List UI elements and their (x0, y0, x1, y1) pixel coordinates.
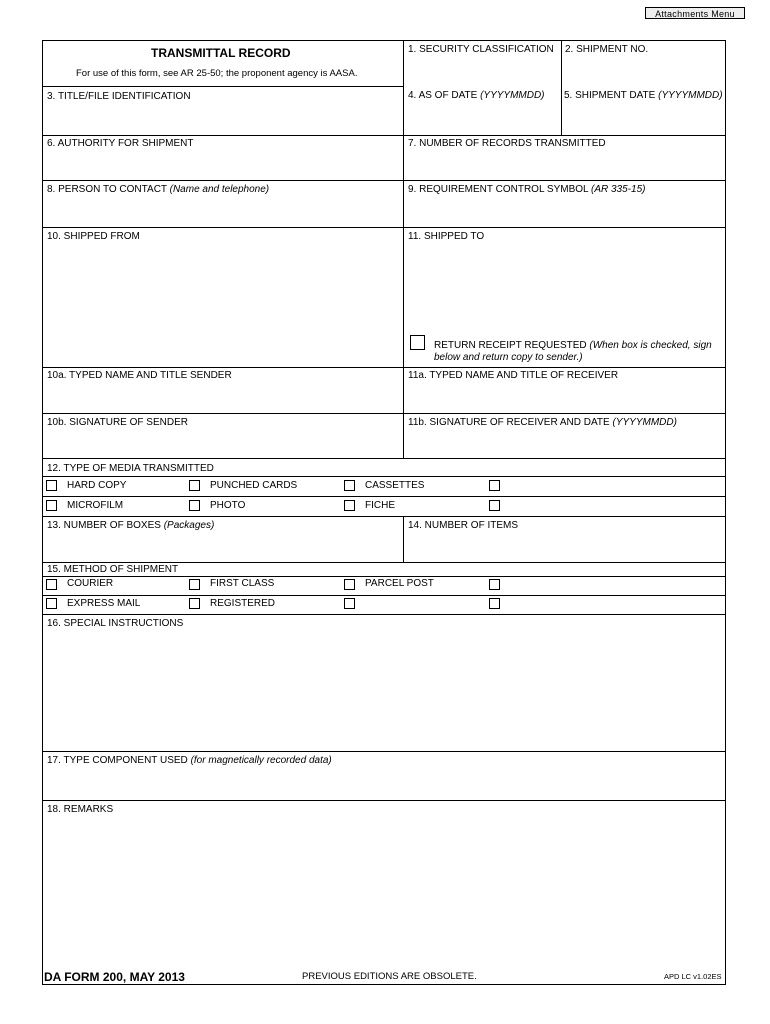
number-of-boxes-input[interactable] (46, 534, 400, 559)
obsolete-notice: PREVIOUS EDITIONS ARE OBSOLETE. (302, 971, 477, 982)
typed-name-sender-input[interactable] (46, 384, 400, 410)
person-to-contact-input[interactable] (46, 198, 400, 224)
photo-label: PHOTO (210, 500, 246, 511)
shipment-other-checkbox-2[interactable] (344, 598, 355, 609)
divider (42, 135, 726, 136)
divider (42, 496, 726, 497)
shipped-from-label: 10. SHIPPED FROM (47, 231, 140, 242)
first-class-checkbox[interactable] (189, 579, 200, 590)
fiche-label: FICHE (365, 500, 395, 511)
express-mail-checkbox[interactable] (46, 598, 57, 609)
divider (561, 40, 562, 135)
divider (42, 458, 726, 459)
number-of-records-input[interactable] (406, 152, 722, 177)
shipped-to-input[interactable] (406, 245, 722, 330)
courier-label: COURIER (67, 578, 114, 589)
first-class-label: FIRST CLASS (210, 578, 275, 589)
express-mail-label: EXPRESS MAIL (67, 598, 141, 609)
number-of-items-input[interactable] (406, 534, 722, 559)
special-instructions-input[interactable] (46, 632, 722, 747)
photo-checkbox[interactable] (189, 500, 200, 511)
title-file-identification-label: 3. TITLE/FILE IDENTIFICATION (47, 91, 191, 102)
media-other-checkbox[interactable] (489, 480, 500, 491)
parcel-post-checkbox[interactable] (344, 579, 355, 590)
divider (42, 576, 726, 577)
fiche-checkbox[interactable] (344, 500, 355, 511)
parcel-post-label: PARCEL POST (365, 578, 434, 589)
security-classification-label: 1. SECURITY CLASSIFICATION (408, 44, 554, 55)
courier-checkbox[interactable] (46, 579, 57, 590)
special-instructions-label: 16. SPECIAL INSTRUCTIONS (47, 618, 184, 629)
authority-for-shipment-input[interactable] (46, 152, 400, 177)
requirement-control-symbol-label: 9. REQUIREMENT CONTROL SYMBOL (AR 335-15) (408, 184, 646, 195)
method-of-shipment-label: 15. METHOD OF SHIPMENT (47, 564, 179, 575)
divider (42, 86, 403, 87)
number-of-records-label: 7. NUMBER OF RECORDS TRANSMITTED (408, 138, 606, 149)
authority-for-shipment-label: 6. AUTHORITY FOR SHIPMENT (47, 138, 194, 149)
shipment-other-checkbox[interactable] (489, 579, 500, 590)
cassettes-label: CASSETTES (365, 480, 425, 491)
form-subtitle: For use of this form, see AR 25-50; the proponent agency is AASA. (76, 68, 358, 79)
shipment-date-input[interactable] (564, 104, 722, 132)
divider (42, 180, 726, 181)
number-of-items-label: 14. NUMBER OF ITEMS (408, 520, 519, 531)
signature-receiver-label: 11b. SIGNATURE OF RECEIVER AND DATE (YYYYMMDD) (408, 417, 677, 428)
typed-name-receiver-input[interactable] (406, 384, 722, 410)
version-label: APD LC v1.02ES (664, 972, 722, 981)
hard-copy-label: HARD COPY (67, 480, 127, 491)
return-receipt-checkbox[interactable] (410, 335, 425, 350)
divider (42, 800, 726, 801)
return-receipt-label: RETURN RECEIPT REQUESTED (When box is checked, sign (434, 340, 712, 351)
divider (42, 367, 726, 368)
divider (42, 413, 726, 414)
cassettes-checkbox[interactable] (344, 480, 355, 491)
divider (42, 562, 726, 563)
shipped-to-label: 11. SHIPPED TO (408, 231, 485, 242)
divider (403, 40, 404, 458)
typed-name-receiver-label: 11a. TYPED NAME AND TITLE OF RECEIVER (408, 370, 619, 381)
attachments-menu-button[interactable]: Attachments Menu (645, 7, 745, 19)
microfilm-checkbox[interactable] (46, 500, 57, 511)
registered-checkbox[interactable] (189, 598, 200, 609)
registered-label: REGISTERED (210, 598, 276, 609)
signature-sender-field[interactable] (46, 431, 400, 455)
person-to-contact-label: 8. PERSON TO CONTACT (Name and telephone) (47, 184, 270, 195)
as-of-date-input[interactable] (406, 104, 558, 132)
shipment-date-label: 5. SHIPMENT DATE (YYYYMMDD) (564, 90, 723, 101)
return-receipt-hint: below and return copy to sender.) (434, 352, 583, 363)
divider (42, 614, 726, 615)
remarks-input[interactable] (46, 818, 722, 978)
requirement-control-symbol-input[interactable] (406, 198, 722, 224)
media-type-label: 12. TYPE OF MEDIA TRANSMITTED (47, 463, 214, 474)
number-of-boxes-label: 13. NUMBER OF BOXES (Packages) (47, 520, 215, 531)
signature-sender-label: 10b. SIGNATURE OF SENDER (47, 417, 188, 428)
shipment-no-label: 2. SHIPMENT NO. (565, 44, 649, 55)
divider (42, 751, 726, 752)
type-component-label: 17. TYPE COMPONENT USED (for magnetically recorded data) (47, 755, 332, 766)
divider (403, 516, 404, 562)
form-title: TRANSMITTAL RECORD (151, 46, 291, 60)
shipment-no-input[interactable] (564, 58, 722, 84)
remarks-label: 18. REMARKS (47, 804, 114, 815)
signature-receiver-field[interactable] (406, 431, 722, 455)
punched-cards-checkbox[interactable] (189, 480, 200, 491)
title-file-identification-input[interactable] (46, 104, 400, 132)
microfilm-label: MICROFILM (67, 500, 124, 511)
as-of-date-label: 4. AS OF DATE (YYYYMMDD) (408, 90, 545, 101)
divider (42, 516, 726, 517)
punched-cards-label: PUNCHED CARDS (210, 480, 298, 491)
hard-copy-checkbox[interactable] (46, 480, 57, 491)
shipment-other-checkbox-3[interactable] (489, 598, 500, 609)
divider (42, 476, 726, 477)
divider (42, 227, 726, 228)
form-id: DA FORM 200, MAY 2013 (44, 970, 185, 984)
type-component-input[interactable] (46, 769, 722, 797)
media-other-checkbox-2[interactable] (489, 500, 500, 511)
divider (42, 595, 726, 596)
shipped-from-input[interactable] (46, 245, 400, 363)
typed-name-sender-label: 10a. TYPED NAME AND TITLE SENDER (47, 370, 232, 381)
